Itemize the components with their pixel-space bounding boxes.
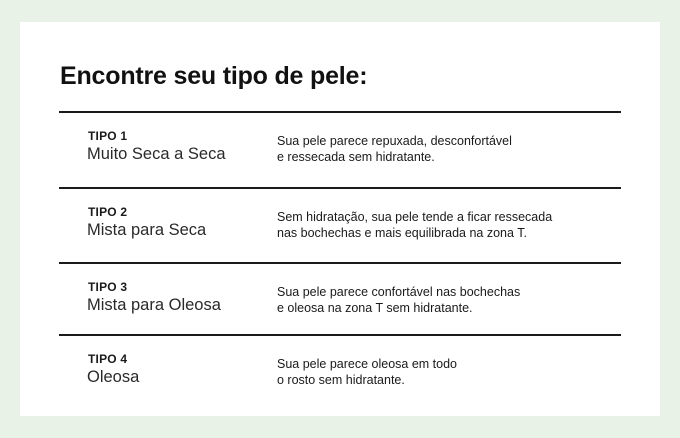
type-label: TIPO 4 <box>88 352 128 366</box>
skin-type-row-2 <box>59 189 621 261</box>
type-description-line: nas bochechas e mais equilibrada na zona T. <box>277 226 527 240</box>
type-description-line: Sua pele parece oleosa em todo <box>277 357 457 371</box>
skin-type-card <box>20 22 660 416</box>
type-description <box>277 356 457 388</box>
type-description <box>277 284 520 316</box>
type-name: Muito Seca a Seca <box>87 145 226 163</box>
type-description-line: Sua pele parece repuxada, desconfortável <box>277 134 512 148</box>
type-name: Mista para Oleosa <box>87 296 221 314</box>
type-description <box>277 209 552 241</box>
type-name: Mista para Seca <box>87 221 207 239</box>
type-description <box>277 133 512 165</box>
type-description-line: Sem hidratação, sua pele tende a ficar ressecada <box>277 210 553 224</box>
type-label: TIPO 1 <box>88 129 128 143</box>
type-label: TIPO 3 <box>88 280 128 294</box>
type-description-line: e oleosa na zona T sem hidratante. <box>277 301 473 315</box>
type-description-line: o rosto sem hidratante. <box>277 373 405 387</box>
skin-type-row-4 <box>59 336 621 408</box>
type-name: Oleosa <box>87 368 140 386</box>
type-label: TIPO 2 <box>88 205 128 219</box>
type-description-line: Sua pele parece confortável nas bochechas <box>277 285 521 299</box>
skin-type-row-3 <box>59 264 621 336</box>
skin-type-row-1 <box>59 113 621 185</box>
type-description-line: e ressecada sem hidratante. <box>277 150 435 164</box>
page-title: Encontre seu tipo de pele: <box>60 62 368 90</box>
